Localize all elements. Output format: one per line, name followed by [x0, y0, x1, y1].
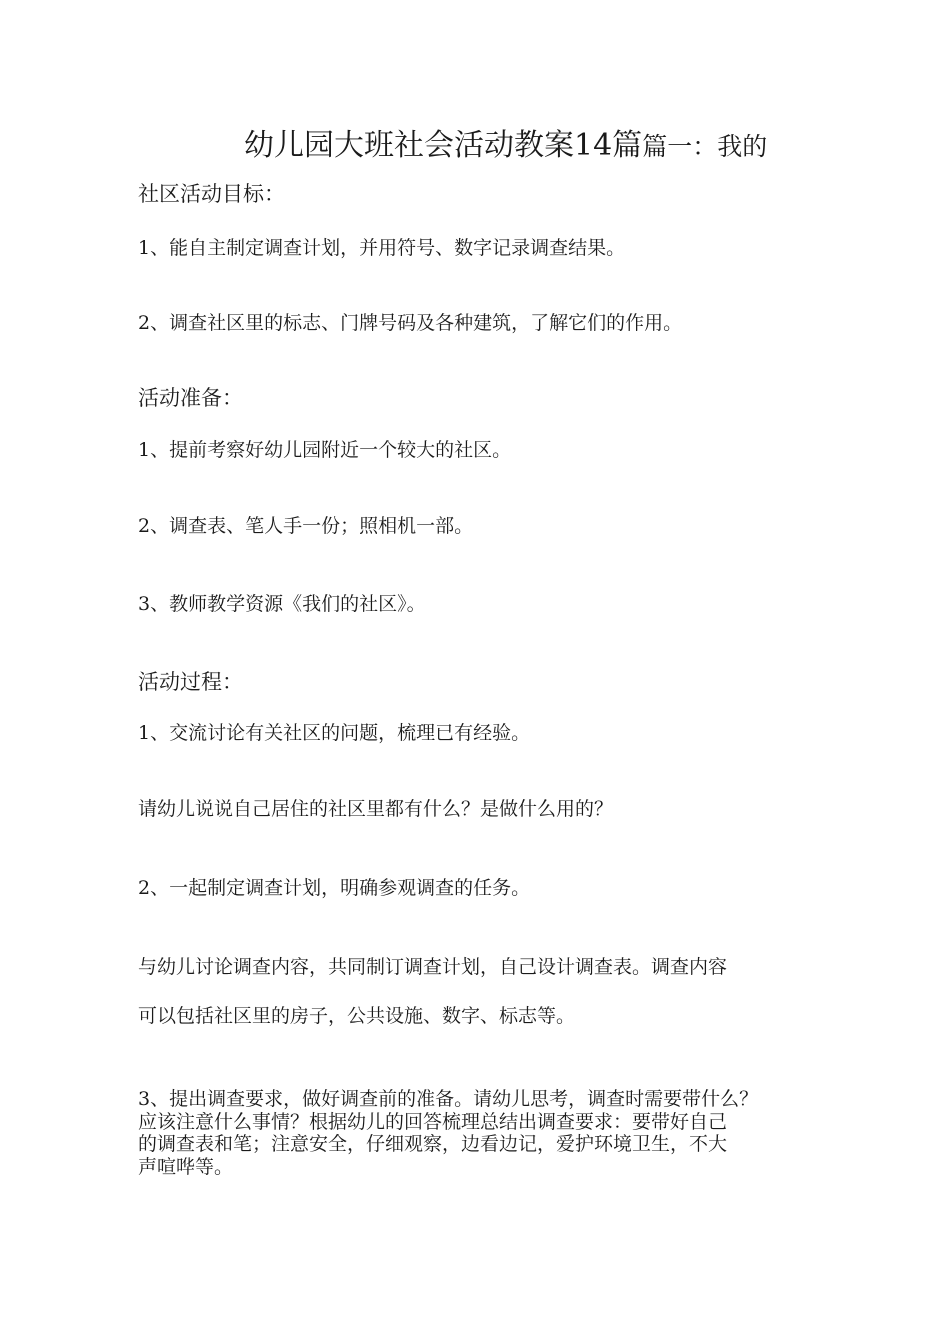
- prep-heading: 活动准备：: [138, 386, 243, 410]
- goal-item-1: 1、能自主制定调查计划，并用符号、数字记录调查结果。: [138, 237, 626, 259]
- prep-item-1: 1、提前考察好幼儿园附近一个较大的社区。: [138, 439, 512, 461]
- process-item-1: 1、交流讨论有关社区的问题，梳理已有经验。: [138, 722, 531, 744]
- process-item-3-paragraph: [138, 1088, 838, 1178]
- process-item-2-detail-line-2: 可以包括社区里的房子，公共设施、数字、标志等。: [138, 1005, 576, 1027]
- paragraph-line: 3、提出调查要求，做好调查前的准备。请幼儿思考，调查时需要带什么？: [138, 1088, 759, 1110]
- process-item-2-detail-line-1: 与幼儿讨论调查内容，共同制订调查计划，自己设计调查表。调查内容: [138, 956, 728, 978]
- prep-item-2: 2、调查表、笔人手一份；照相机一部。: [138, 515, 474, 537]
- paragraph-line: 的调查表和笔；注意安全，仔细观察，边看边记，爱护环境卫生，不大: [138, 1133, 728, 1155]
- paragraph-line: 声喧哗等。: [138, 1155, 234, 1178]
- goal-item-2: 2、调查社区里的标志、门牌号码及各种建筑，了解它们的作用。: [138, 312, 683, 334]
- process-item-1-detail: 请幼儿说说自己居住的社区里都有什么？是做什么用的？: [138, 798, 614, 820]
- process-heading: 活动过程：: [138, 670, 243, 694]
- title-continuation: 社区活动目标：: [138, 182, 285, 206]
- document-title: [244, 124, 767, 167]
- title-main: 幼儿园大班社会活动教案14篇: [244, 128, 643, 163]
- process-item-2: 2、一起制定调查计划，明确参观调查的任务。: [138, 877, 531, 899]
- prep-item-3: 3、教师教学资源《我们的社区》。: [138, 593, 426, 615]
- paragraph-line: 应该注意什么事情？根据幼儿的回答梳理总结出调查要求：要带好自己: [138, 1110, 728, 1133]
- title-sub: 篇一：我的: [642, 132, 768, 161]
